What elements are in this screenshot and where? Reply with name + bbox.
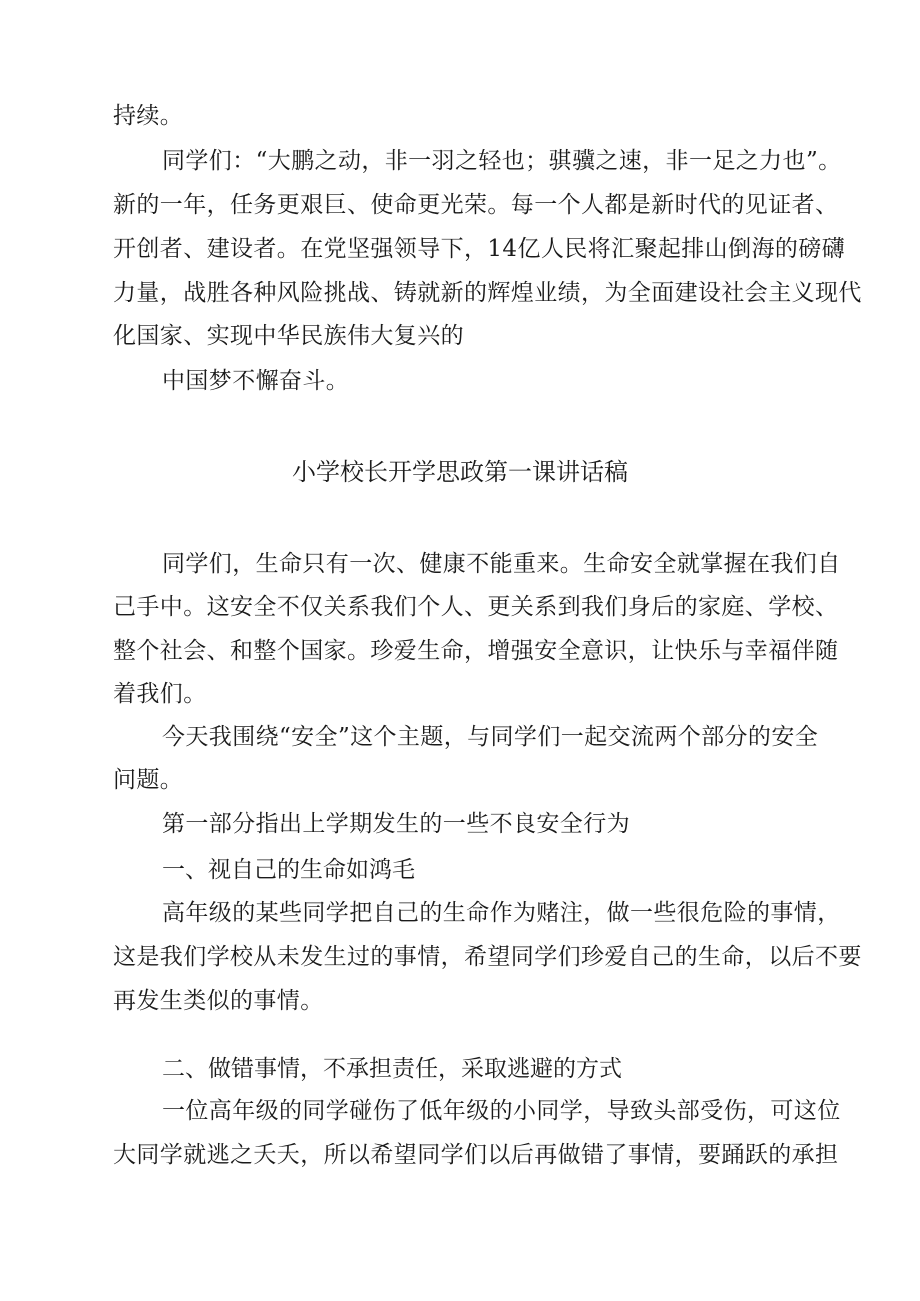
text-line: 今天我围绕“安全”这个主题，与同学们一起交流两个部分的安全 <box>162 724 819 750</box>
text-line: 着我们。 <box>113 681 207 707</box>
text-line: 整个社会、和整个国家。珍爱生命，增强安全意识，让快乐与幸福伴随 <box>113 638 839 664</box>
text-line: 大同学就逃之夭夭，所以希望同学们以后再做错了事情，要踊跃的承担 <box>113 1142 839 1168</box>
text-line: 同学们：“大鹏之动，非一羽之轻也；骐骥之速，非一足之力也”。 <box>162 148 842 174</box>
text-line: 己手中。这安全不仅关系我们个人、更关系到我们身后的家庭、学校、 <box>113 594 839 620</box>
section-heading: 二、做错事情，不承担责任，采取逃避的方式 <box>162 1056 622 1082</box>
text-line: 持续。 <box>113 103 184 129</box>
text-line: 高年级的某些同学把自己的生命作为赌注，做一些很危险的事情， <box>162 900 841 926</box>
text-line: 一位高年级的同学碰伤了低年级的小同学，导致头部受伤，可这位 <box>162 1098 841 1124</box>
text-line: 中国梦不懈奋斗。 <box>162 368 350 394</box>
text-line: 新的一年，任务更艰巨、使命更光荣。每一个人都是新时代的见证者、 <box>113 192 839 218</box>
text-line: 第一部分指出上学期发生的一些不良安全行为 <box>162 811 630 837</box>
text-line: 这是我们学校从未发生过的事情，希望同学们珍爱自己的生命，以后不要 <box>113 944 862 970</box>
text-line: 开创者、建设者。在党坚强领导下，14亿人民将汇聚起排山倒海的磅礴 <box>113 236 846 262</box>
document-title: 小学校长开学思政第一课讲话稿 <box>292 458 628 486</box>
text-line: 再发生类似的事情。 <box>113 988 324 1014</box>
text-line: 力量，战胜各种风险挑战、铸就新的辉煌业绩，为全面建设社会主义现代 <box>113 280 862 306</box>
text-line: 同学们，生命只有一次、健康不能重来。生命安全就掌握在我们自 <box>162 551 841 577</box>
text-line: 化国家、实现中华民族伟大复兴的 <box>113 323 464 349</box>
text-line: 问题。 <box>113 767 184 793</box>
section-heading: 一、视自己的生命如鸿毛 <box>162 857 415 883</box>
